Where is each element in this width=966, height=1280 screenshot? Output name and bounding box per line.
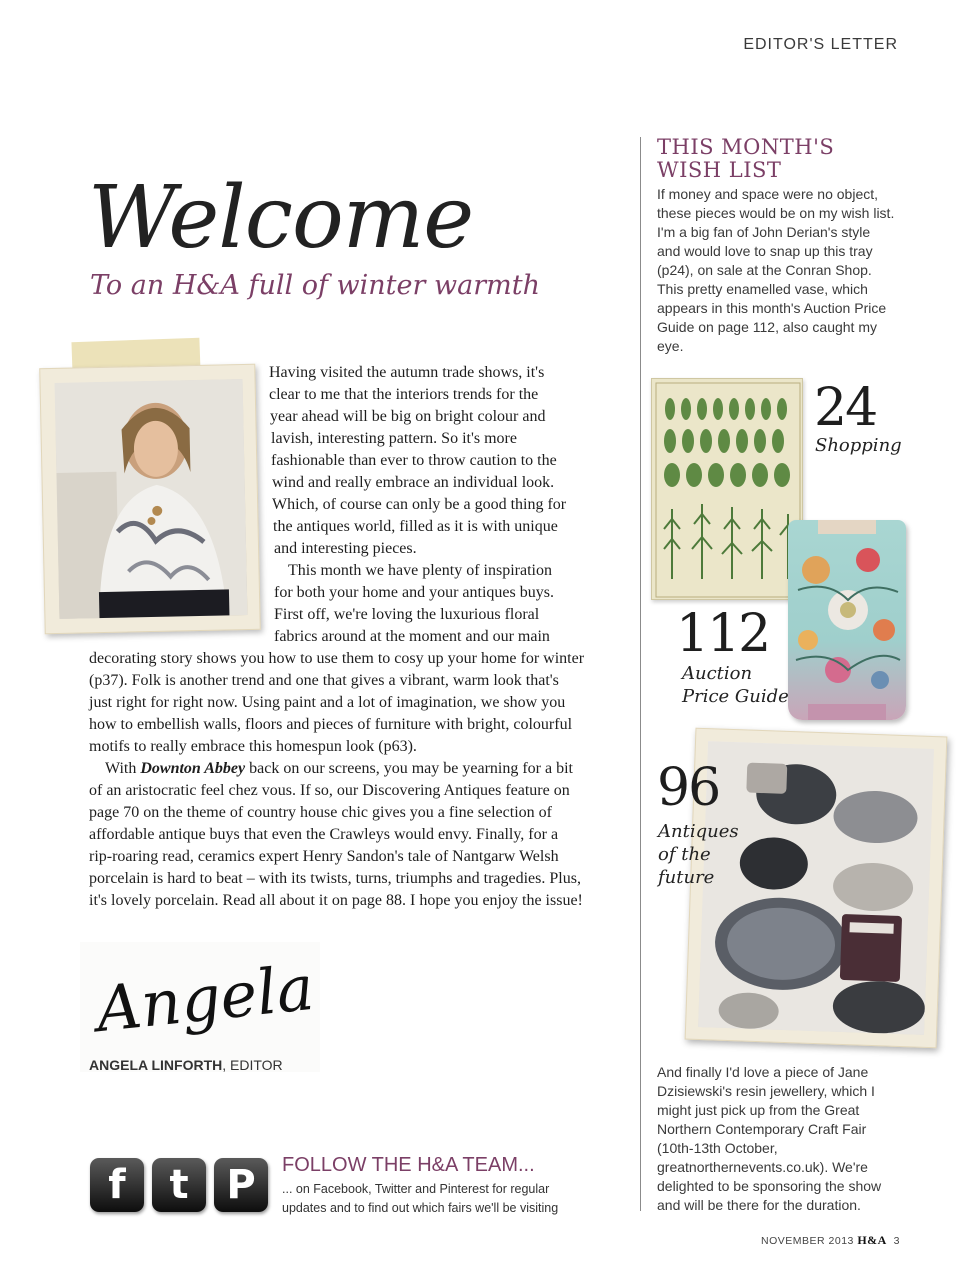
page-number: 3: [893, 1235, 900, 1247]
botanical-tray-image: [651, 378, 803, 600]
show-title: Downton Abbey: [140, 760, 246, 777]
wish-label: Antiques of the future: [658, 821, 739, 888]
editor-photo: [39, 364, 261, 634]
text-line: Which, of course can only be a good thing for: [272, 496, 567, 513]
wish-number: 112: [676, 604, 770, 664]
sidebar-intro: If money and space were no object, these pieces would be on my wish list. I'm a big fan of John Derian's style and would love to snap up this tray (p24), on sale at the Conran Shop. This pretty enamelled vase, which appears in this month's Auction Price Guide on page 112, also caught my eye.: [657, 186, 895, 354]
wish-number: 24: [814, 378, 877, 438]
twitter-icon[interactable]: t: [152, 1158, 206, 1212]
text-line: wind and really embrace an individual look.: [272, 474, 555, 491]
page-footer: NOVEMBER 2013 H&A 3: [761, 1233, 900, 1247]
editor-credit: ANGELA LINFORTH, EDITOR: [89, 1057, 283, 1073]
text-line: This month we have plenty of inspiration: [288, 562, 552, 579]
text-line: fashionable than ever to throw caution to the: [271, 452, 557, 469]
text-line: the antiques world, filled as it is with unique: [273, 518, 558, 535]
facebook-icon[interactable]: f: [90, 1158, 144, 1212]
text-line: lavish, interesting pattern. So it's more: [271, 430, 517, 447]
text-line: for both your home and your antiques buys.: [274, 584, 554, 601]
follow-heading: FOLLOW THE H&A TEAM...: [282, 1154, 535, 1176]
enamelled-vase-image: [788, 520, 906, 720]
page-title: Welcome: [88, 168, 474, 268]
sidebar-outro: And finally I'd love a piece of Jane Dzisiewski's resin jewellery, which I might just pick up from the Great Northern Contemporary Craft Fair (10th-13th October, greatnorthernevents.co.uk). We're delighted to be sponsoring the show and will be there for the duration.: [657, 1064, 882, 1213]
text-line: fabrics around at the moment and our main: [274, 628, 550, 645]
wish-label: Auction Price Guide: [682, 663, 789, 707]
page-subtitle: To an H&A full of winter warmth: [90, 270, 540, 301]
text-line: First off, we're loving the luxurious floral: [274, 606, 540, 623]
text-line: Having visited the autumn trade shows, it's: [269, 364, 545, 381]
signature: Angela: [92, 950, 318, 1047]
section-label: EDITOR'S LETTER: [743, 36, 898, 53]
column-divider: [640, 137, 641, 1211]
pinterest-icon[interactable]: P: [214, 1158, 268, 1212]
letter-paragraph: decorating story shows you how to use them to cosy up your home for winter (p37). Folk is another trend and one that gives a vibrant, warm look that's just right for right now. Using paint and a lot of imagination, we show you how to embellish walls, floors and pieces of furniture with bright, colourful motifs to really embrace this homespun look (p63).: [89, 650, 585, 755]
follow-text: ... on Facebook, Twitter and Pinterest for regular updates and to find out which fairs we'll be visiting: [282, 1182, 559, 1215]
letter-paragraph: With Downton Abbey back on our screens, you may be yearning for a bit of an aristocratic feel chez vous. If so, our Discovering Antiques feature on page 70 on the theme of country house chic gives you a fine selection of affordable antique buys that even the Crawleys would envy. Finally, for a rip-roaring read, ceramics expert Henry Sandon's tale of Nantgarw Welsh porcelain is hard to beat – with its twists, turns, triumphs and tragedies. Plus, it's lovely porcelain. Read all about it on page 88. I hope you enjoy the issue!: [89, 760, 583, 909]
text-line: and interesting pieces.: [274, 540, 417, 557]
sidebar-title: THIS MONTH'S WISH LIST: [657, 135, 835, 182]
text-line: clear to me that the interiors trends for the: [269, 386, 539, 403]
wish-label: Shopping: [815, 435, 902, 456]
text-line: year ahead will be big on bright colour and: [270, 408, 546, 425]
editor-portrait-image: [55, 379, 248, 619]
wish-number: 96: [657, 758, 720, 818]
